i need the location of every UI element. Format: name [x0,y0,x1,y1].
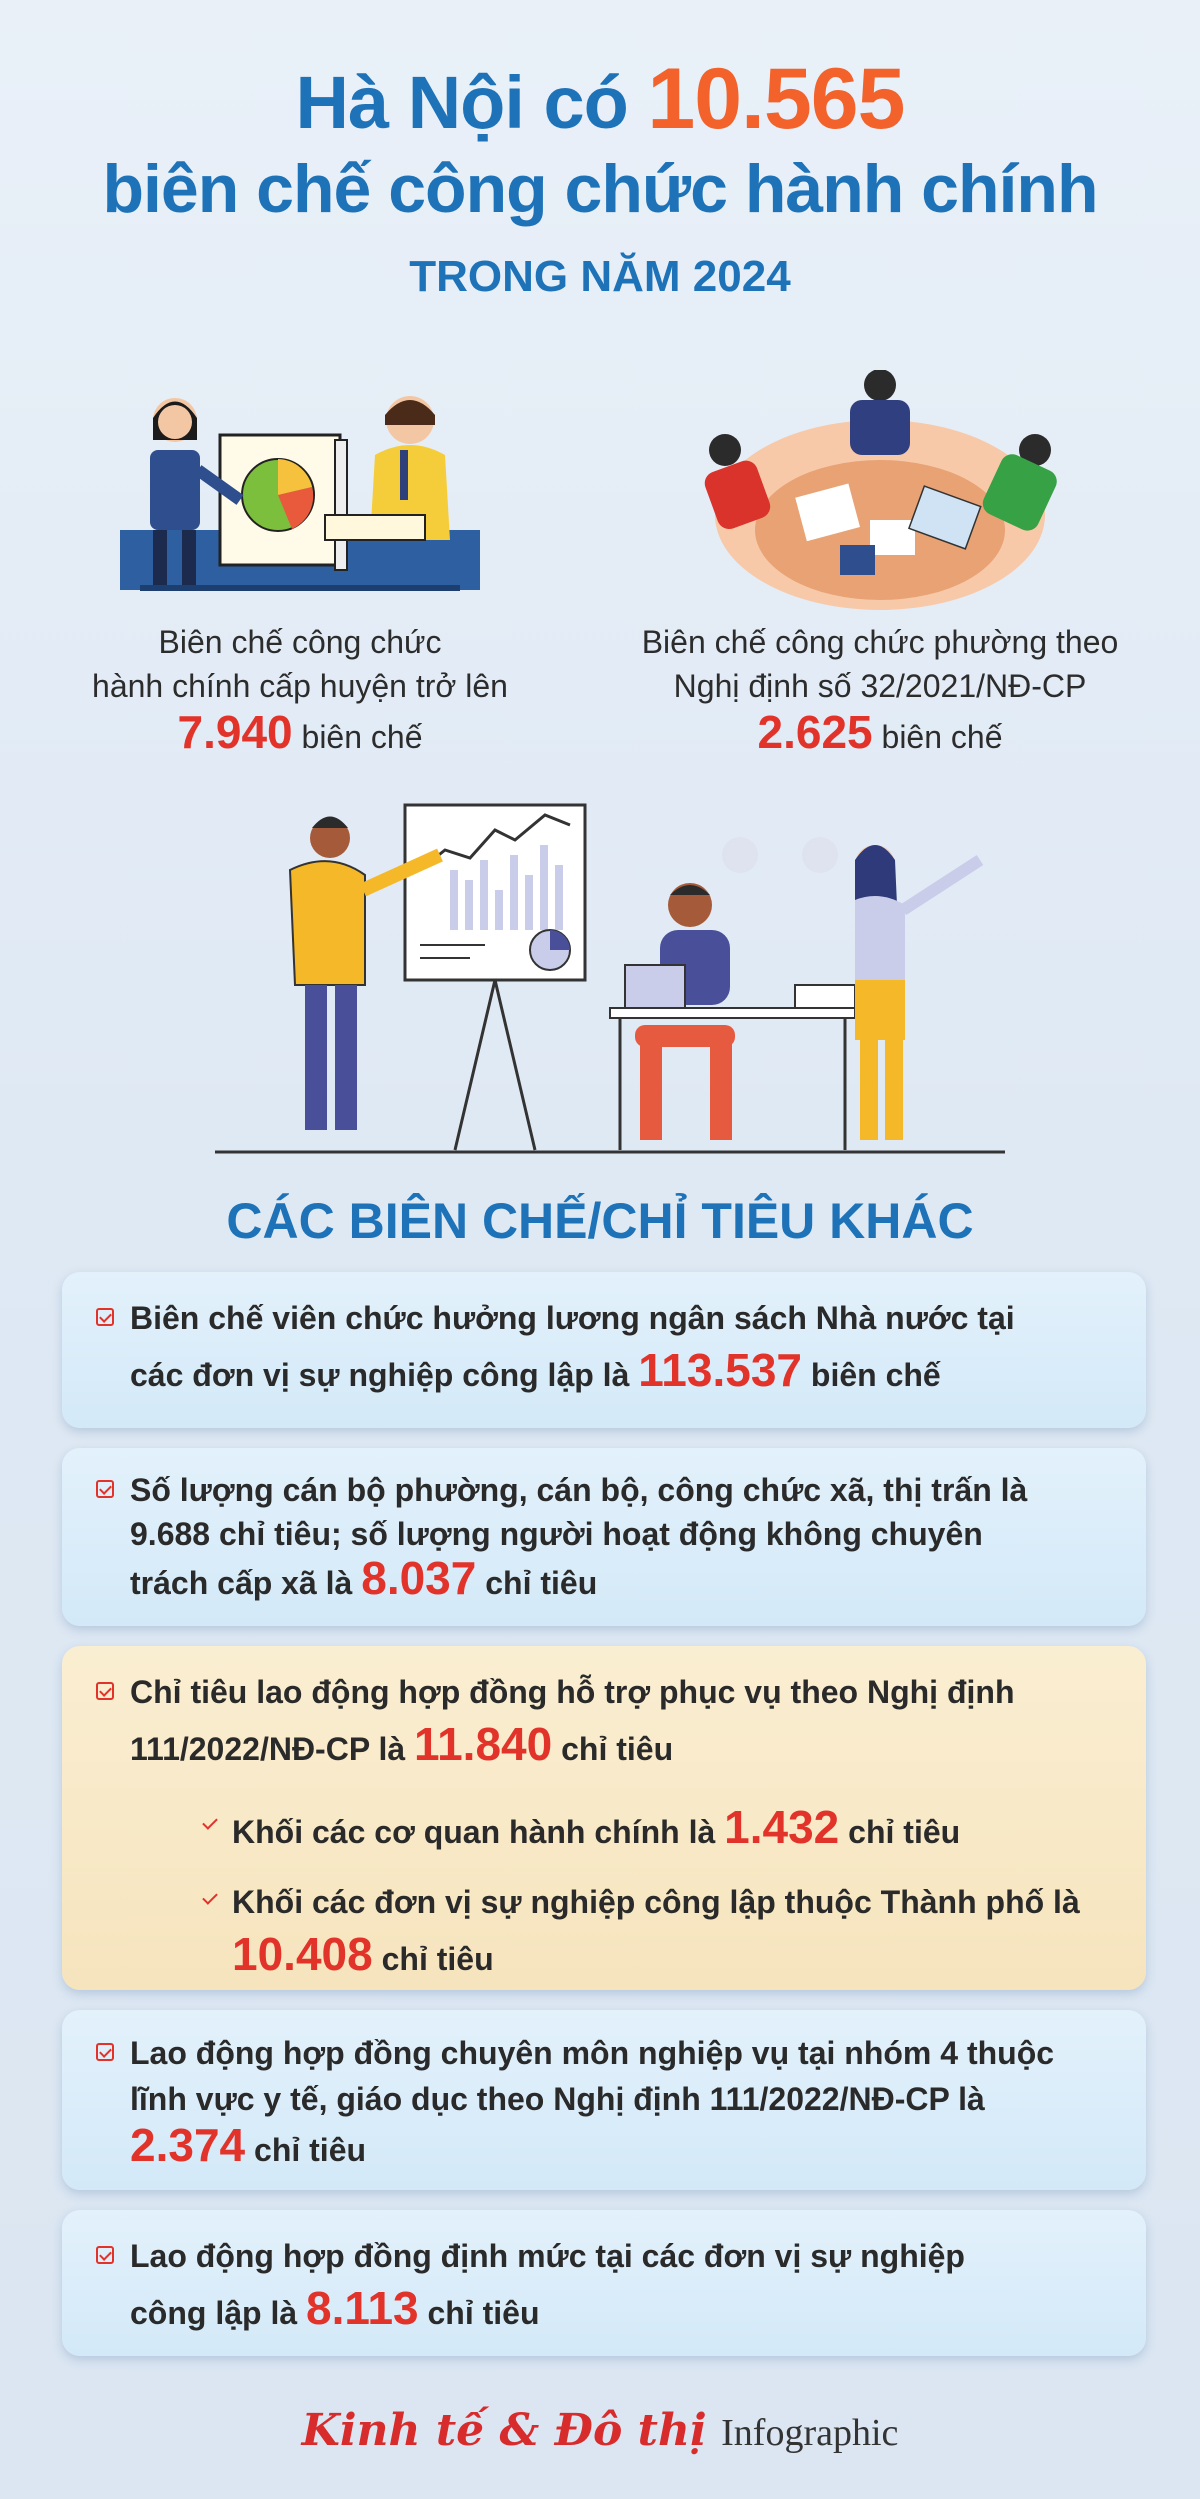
title-prefix: Hà Nội có [295,61,628,144]
checkbox-icon [96,1682,114,1700]
check-icon [202,1814,218,1830]
section-title: CÁC BIÊN CHẾ/CHỈ TIÊU KHÁC [226,1193,974,1249]
office-illustration [215,800,1005,1160]
info-card-5 [62,2210,1146,2356]
stat-district-level [40,620,560,759]
sub-item-text: Khối các cơ quan hành chính là [232,1814,716,1850]
sub-item-value: 1.432 [724,1801,840,1853]
card-line-1: Lao động hợp đồng chuyên môn nghiệp vụ tại nhóm 4 thuộc [130,2035,1055,2071]
card-line-2: các đơn vị sự nghiệp công lập là [130,1357,630,1393]
card-line-2: lĩnh vực y tế, giáo dục theo Nghị định 111/2022/NĐ-CP là [130,2081,985,2117]
checkbox-icon [96,1480,114,1498]
title-highlight-number: 10.565 [647,51,905,147]
sub-item-value: 10.408 [232,1928,373,1980]
sub-item-text: Khối các đơn vị sự nghiệp công lập thuộc Thành phố là [232,1884,1080,1920]
checkbox-icon [96,2043,114,2061]
card-value: 8.113 [306,2282,419,2334]
brand-logo: Kinh tế & Đô thị [301,2405,707,2456]
card-value: 8.037 [361,1552,477,1604]
card-line-1: Lao động hợp đồng định mức tại các đơn vị sự nghiệp [130,2238,965,2274]
card-line-1: Chỉ tiêu lao động hợp đồng hỗ trợ phục vụ theo Nghị định [130,1674,1015,1710]
card-unit: chỉ tiêu [427,2295,540,2331]
stat-label-line-2: Nghị định số 32/2021/NĐ-CP [673,668,1087,704]
card-line-2: 9.688 chỉ tiêu; số lượng người hoạt động không chuyên [130,1516,983,1552]
stat-value: 2.625 [757,706,873,758]
meeting-illustration [700,370,1060,610]
footer [0,2405,1200,2456]
card-value: 2.374 [130,2119,246,2171]
sub-item-unit: chỉ tiêu [381,1941,494,1977]
card-line-2: công lập là [130,2295,298,2331]
brand-tagline: Infographic [721,2412,899,2454]
card-unit: chỉ tiêu [485,1565,598,1601]
title-line-1 [0,50,1200,149]
stat-ward-level [600,620,1160,759]
card-line-1: Số lượng cán bộ phường, cán bộ, công chức xã, thị trấn là [130,1472,1028,1508]
checkbox-icon [96,2246,114,2264]
card-sub-item-1 [96,1801,1116,1858]
card-value: 11.840 [414,1718,553,1770]
card-line-3: trách cấp xã là [130,1565,353,1601]
card-sub-item-2 [96,1876,1116,1985]
sub-item-unit: chỉ tiêu [848,1814,961,1850]
stat-label-line-2: hành chính cấp huyện trở lên [92,668,508,704]
card-row [96,1292,1116,1401]
card-row [96,2230,1116,2339]
card-value: 113.537 [638,1344,802,1396]
info-card-1 [62,1272,1146,1428]
info-card-2 [62,1448,1146,1626]
stat-label-line-1: Biên chế công chức phường theo [641,624,1119,660]
card-unit: chỉ tiêu [254,2132,367,2168]
card-row [96,1468,1116,1605]
stat-unit: biên chế [301,719,423,755]
card-row [96,2030,1116,2173]
card-line-2: 111/2022/NĐ-CP là [130,1731,406,1767]
card-unit: chỉ tiêu [561,1731,674,1767]
check-icon [202,1889,218,1905]
title-line-3: TRONG NĂM 2024 [409,252,791,301]
stat-value: 7.940 [177,706,293,758]
title-line-2: biên chế công chức hành chính [102,151,1098,227]
presentation-illustration [120,380,480,610]
card-row [96,1666,1116,1775]
checkbox-icon [96,1308,114,1326]
stat-unit: biên chế [881,719,1003,755]
info-card-4 [62,2010,1146,2190]
card-unit: biên chế [810,1357,941,1393]
stat-label-line-1: Biên chế công chức [158,624,442,660]
info-card-3 [62,1646,1146,1990]
card-line-1: Biên chế viên chức hưởng lương ngân sách Nhà nước tại [130,1300,1015,1336]
